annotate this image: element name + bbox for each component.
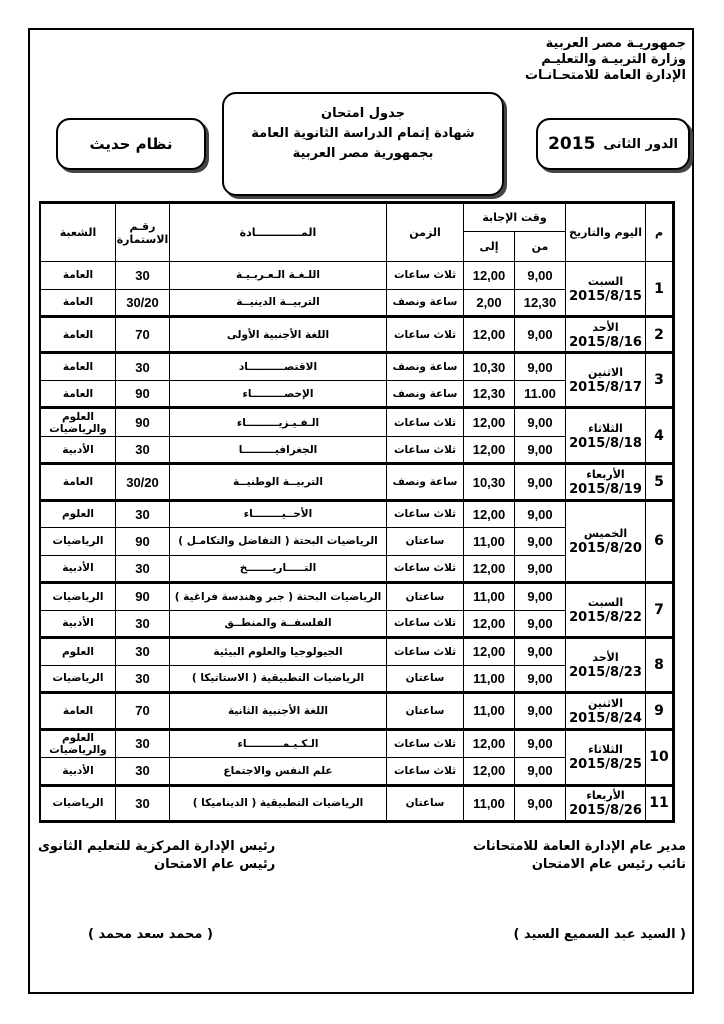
duration-cell: ساعتان xyxy=(387,785,464,820)
day-name: الثلاثاء xyxy=(588,743,623,757)
time-to: 12,00 xyxy=(464,610,515,638)
header-from: من xyxy=(515,232,566,262)
row-index: 7 xyxy=(646,583,673,638)
day-name: الأحد xyxy=(592,651,619,665)
time-from: 9,00 xyxy=(515,758,566,786)
time-from: 9,00 xyxy=(515,638,566,666)
table-row xyxy=(41,353,673,381)
subject-cell: الأحــيــــــــاء xyxy=(170,500,387,528)
subject-cell: الجغرافيـــــــــا xyxy=(170,436,387,464)
row-index: 5 xyxy=(646,464,673,500)
duration-cell: ساعة ونصف xyxy=(387,353,464,381)
time-from: 11.00 xyxy=(515,380,566,408)
day-name: الأربعاء xyxy=(586,789,625,803)
time-from: 12,30 xyxy=(515,289,566,317)
subject-cell: اللغة الأجنبية الأولى xyxy=(170,317,387,353)
duration-cell: ساعة ونصف xyxy=(387,289,464,317)
time-from: 9,00 xyxy=(515,262,566,290)
exam-date: 2015/8/15 xyxy=(569,288,642,304)
row-index: 11 xyxy=(646,785,673,820)
branch-cell: الرياضيات xyxy=(41,785,116,820)
form-number: 30 xyxy=(116,500,170,528)
form-number: 90 xyxy=(116,583,170,611)
exam-date: 2015/8/20 xyxy=(569,541,642,557)
form-number: 30 xyxy=(116,610,170,638)
day-date-cell xyxy=(566,408,646,464)
form-number: 30 xyxy=(116,729,170,758)
time-from: 9,00 xyxy=(515,353,566,381)
day-date-cell xyxy=(566,500,646,583)
time-to: 11,00 xyxy=(464,665,515,693)
duration-cell: ثلاث ساعات xyxy=(387,555,464,583)
subject-cell: الرياضيات البحتة ( التفاضل والتكامـل ) xyxy=(170,528,387,556)
row-index: 8 xyxy=(646,638,673,693)
day-name: الأربعاء xyxy=(586,468,625,482)
time-from: 9,00 xyxy=(515,500,566,528)
day-date-cell xyxy=(566,353,646,408)
duration-cell: ثلاث ساعات xyxy=(387,317,464,353)
form-number: 90 xyxy=(116,528,170,556)
time-from: 9,00 xyxy=(515,436,566,464)
form-number: 30 xyxy=(116,555,170,583)
header-day-date: اليوم والتاريخ xyxy=(566,204,646,262)
signature-right-title: مدير عام الإدارة العامة للامتحانات xyxy=(472,839,686,854)
branch-cell: العامة xyxy=(41,289,116,317)
form-number: 30 xyxy=(116,262,170,290)
subject-cell: الـفـيـزيـــــــــاء xyxy=(170,408,387,437)
subject-cell: الإحصـــــــــاء xyxy=(170,380,387,408)
day-name: الخميس xyxy=(583,527,628,541)
subject-cell: الفلسفــة والمنطــق xyxy=(170,610,387,638)
branch-cell: العامة xyxy=(41,380,116,408)
time-to: 12,00 xyxy=(464,555,515,583)
subject-cell: التربيــة الدينيــة xyxy=(170,289,387,317)
republic-name: جمهوريـة مصر العربية xyxy=(545,36,686,51)
round-year: 2015 xyxy=(548,134,596,154)
table-row xyxy=(41,464,673,500)
row-index: 2 xyxy=(646,317,673,353)
time-to: 11,00 xyxy=(464,583,515,611)
branch-cell: الأدبية xyxy=(41,758,116,786)
duration-cell: ساعتان xyxy=(387,583,464,611)
table-row xyxy=(41,693,673,729)
header-form-no: رقـم الاستمارة xyxy=(116,204,170,262)
branch-cell: العلوم والرياضيات xyxy=(41,729,116,758)
subject-cell: التربيــة الوطنيــة xyxy=(170,464,387,500)
table-row xyxy=(41,785,673,820)
ministry-header xyxy=(525,36,686,84)
row-index: 3 xyxy=(646,353,673,408)
table-row xyxy=(41,729,673,758)
system-box xyxy=(56,118,206,170)
duration-cell: ثلاث ساعات xyxy=(387,638,464,666)
schedule-body xyxy=(41,262,673,821)
time-from: 9,00 xyxy=(515,583,566,611)
round-box xyxy=(536,118,690,170)
duration-cell: ثلاث ساعات xyxy=(387,500,464,528)
form-number: 30 xyxy=(116,436,170,464)
time-from: 9,00 xyxy=(515,693,566,729)
day-date-cell xyxy=(566,785,646,820)
form-number: 30 xyxy=(116,785,170,820)
subject-cell: الرياضيات البحتة ( جبر وهندسة فراغية ) xyxy=(170,583,387,611)
time-to: 12,00 xyxy=(464,262,515,290)
form-number: 30 xyxy=(116,758,170,786)
header-to: إلى xyxy=(464,232,515,262)
time-to: 10,30 xyxy=(464,353,515,381)
branch-cell: العامة xyxy=(41,693,116,729)
header-duration: الزمن xyxy=(387,204,464,262)
signature-left xyxy=(38,838,275,874)
day-date-cell xyxy=(566,262,646,317)
duration-cell: ثلاث ساعات xyxy=(387,408,464,437)
signature-right-name: ( السيد عبد السميع السيد ) xyxy=(513,927,686,942)
time-to: 12,00 xyxy=(464,729,515,758)
subject-cell: الاقتصــــــــــاد xyxy=(170,353,387,381)
branch-cell: العامة xyxy=(41,262,116,290)
time-to: 12,00 xyxy=(464,436,515,464)
time-from: 9,00 xyxy=(515,317,566,353)
day-date-cell xyxy=(566,583,646,638)
time-to: 12,30 xyxy=(464,380,515,408)
form-number: 30 xyxy=(116,665,170,693)
subject-cell: الرياضيات التطبيقية ( الديناميكا ) xyxy=(170,785,387,820)
subject-cell: اللـغـة الـعـربـيـة xyxy=(170,262,387,290)
exam-date: 2015/8/18 xyxy=(569,435,642,451)
table-row xyxy=(41,262,673,290)
exam-date: 2015/8/23 xyxy=(569,665,642,681)
day-date-cell xyxy=(566,464,646,500)
table-row xyxy=(41,500,673,528)
day-date-cell xyxy=(566,693,646,729)
time-to: 12,00 xyxy=(464,317,515,353)
branch-cell: الرياضيات xyxy=(41,665,116,693)
signature-left-name: ( محمد سعد محمد ) xyxy=(88,927,213,942)
subject-cell: التـــــاريـــــــخ xyxy=(170,555,387,583)
row-index: 4 xyxy=(646,408,673,464)
schedule-table xyxy=(39,201,675,823)
subject-cell: اللغة الأجنبية الثانية xyxy=(170,693,387,729)
branch-cell: الرياضيات xyxy=(41,528,116,556)
time-to: 10,30 xyxy=(464,464,515,500)
row-index: 6 xyxy=(646,500,673,583)
header-branch: الشعبة xyxy=(41,204,116,262)
branch-cell: الأدبية xyxy=(41,610,116,638)
duration-cell: ثلاث ساعات xyxy=(387,729,464,758)
subject-cell: الـكـيـمــــــــــاء xyxy=(170,729,387,758)
subject-cell: الجيولوجيا والعلوم البيئية xyxy=(170,638,387,666)
time-from: 9,00 xyxy=(515,610,566,638)
exam-date: 2015/8/26 xyxy=(569,803,642,819)
form-number: 30 xyxy=(116,353,170,381)
day-date-cell xyxy=(566,729,646,785)
day-date-cell xyxy=(566,638,646,693)
header-index: م xyxy=(646,204,673,262)
day-name: الثلاثاء xyxy=(588,421,623,435)
form-number: 30/20 xyxy=(116,464,170,500)
branch-cell: العلوم والرياضيات xyxy=(41,408,116,437)
subject-cell: علم النفس والاجتماع xyxy=(170,758,387,786)
duration-cell: ثلاث ساعات xyxy=(387,758,464,786)
day-name: الاثنين xyxy=(588,696,623,710)
header-answer-time: وقت الإجابة xyxy=(464,204,566,232)
title-line-1: جدول امتحان xyxy=(321,106,405,121)
duration-cell: ساعتان xyxy=(387,665,464,693)
round-label: الدور الثانى xyxy=(603,136,678,152)
form-number: 90 xyxy=(116,408,170,437)
title-line-3: بجمهورية مصر العربية xyxy=(292,146,434,161)
table-row xyxy=(41,317,673,353)
branch-cell: العلوم xyxy=(41,500,116,528)
signature-right xyxy=(473,838,686,874)
signature-right-subtitle: نائب رئيس عام الامتحان xyxy=(531,857,686,872)
form-number: 30/20 xyxy=(116,289,170,317)
time-from: 9,00 xyxy=(515,408,566,437)
time-from: 9,00 xyxy=(515,464,566,500)
table-row xyxy=(41,638,673,666)
department-name: الإدارة العامة للامتحـانـات xyxy=(524,68,686,83)
signature-left-title: رئيس الإدارة المركزية للتعليم الثانوى xyxy=(38,839,276,854)
exam-date: 2015/8/16 xyxy=(569,334,642,350)
row-index: 10 xyxy=(646,729,673,785)
day-name: السبت xyxy=(587,274,624,288)
table-row xyxy=(41,408,673,437)
time-to: 11,00 xyxy=(464,785,515,820)
duration-cell: ساعتان xyxy=(387,528,464,556)
exam-date: 2015/8/22 xyxy=(569,610,642,626)
time-to: 2,00 xyxy=(464,289,515,317)
branch-cell: الأدبية xyxy=(41,555,116,583)
form-number: 90 xyxy=(116,380,170,408)
time-from: 9,00 xyxy=(515,665,566,693)
header-subject: المــــــــــــادة xyxy=(170,204,387,262)
day-name: السبت xyxy=(587,596,624,610)
form-number: 70 xyxy=(116,317,170,353)
time-to: 11,00 xyxy=(464,528,515,556)
day-name: الاثنين xyxy=(588,366,623,380)
signature-left-subtitle: رئيس عام الامتحان xyxy=(154,857,276,872)
form-number: 30 xyxy=(116,638,170,666)
time-to: 12,00 xyxy=(464,408,515,437)
time-from: 9,00 xyxy=(515,528,566,556)
time-from: 9,00 xyxy=(515,729,566,758)
time-to: 11,00 xyxy=(464,693,515,729)
time-to: 12,00 xyxy=(464,758,515,786)
duration-cell: ساعة ونصف xyxy=(387,464,464,500)
system-label: نظام حديث xyxy=(89,135,173,153)
duration-cell: ثلاث ساعات xyxy=(387,262,464,290)
day-name: الأحد xyxy=(592,320,619,334)
exam-date: 2015/8/25 xyxy=(569,757,642,773)
day-date-cell xyxy=(566,317,646,353)
branch-cell: العامة xyxy=(41,353,116,381)
subject-cell: الرياضيات التطبيقية ( الاستاتيكا ) xyxy=(170,665,387,693)
exam-date: 2015/8/24 xyxy=(569,710,642,726)
exam-date: 2015/8/19 xyxy=(569,482,642,498)
ministry-name: وزارة التربيـة والتعليـم xyxy=(541,52,686,67)
branch-cell: الأدبية xyxy=(41,436,116,464)
branch-cell: العامة xyxy=(41,317,116,353)
branch-cell: العامة xyxy=(41,464,116,500)
title-line-2: شهادة إتمام الدراسة الثانوية العامة xyxy=(251,126,475,141)
time-to: 12,00 xyxy=(464,500,515,528)
branch-cell: العلوم xyxy=(41,638,116,666)
form-number: 70 xyxy=(116,693,170,729)
row-index: 9 xyxy=(646,693,673,729)
duration-cell: ساعة ونصف xyxy=(387,380,464,408)
table-row xyxy=(41,583,673,611)
time-to: 12,00 xyxy=(464,638,515,666)
time-from: 9,00 xyxy=(515,785,566,820)
duration-cell: ساعتان xyxy=(387,693,464,729)
branch-cell: الرياضيات xyxy=(41,583,116,611)
duration-cell: ثلاث ساعات xyxy=(387,610,464,638)
duration-cell: ثلاث ساعات xyxy=(387,436,464,464)
exam-date: 2015/8/17 xyxy=(569,380,642,396)
title-box xyxy=(222,92,504,196)
time-from: 9,00 xyxy=(515,555,566,583)
row-index: 1 xyxy=(646,262,673,317)
